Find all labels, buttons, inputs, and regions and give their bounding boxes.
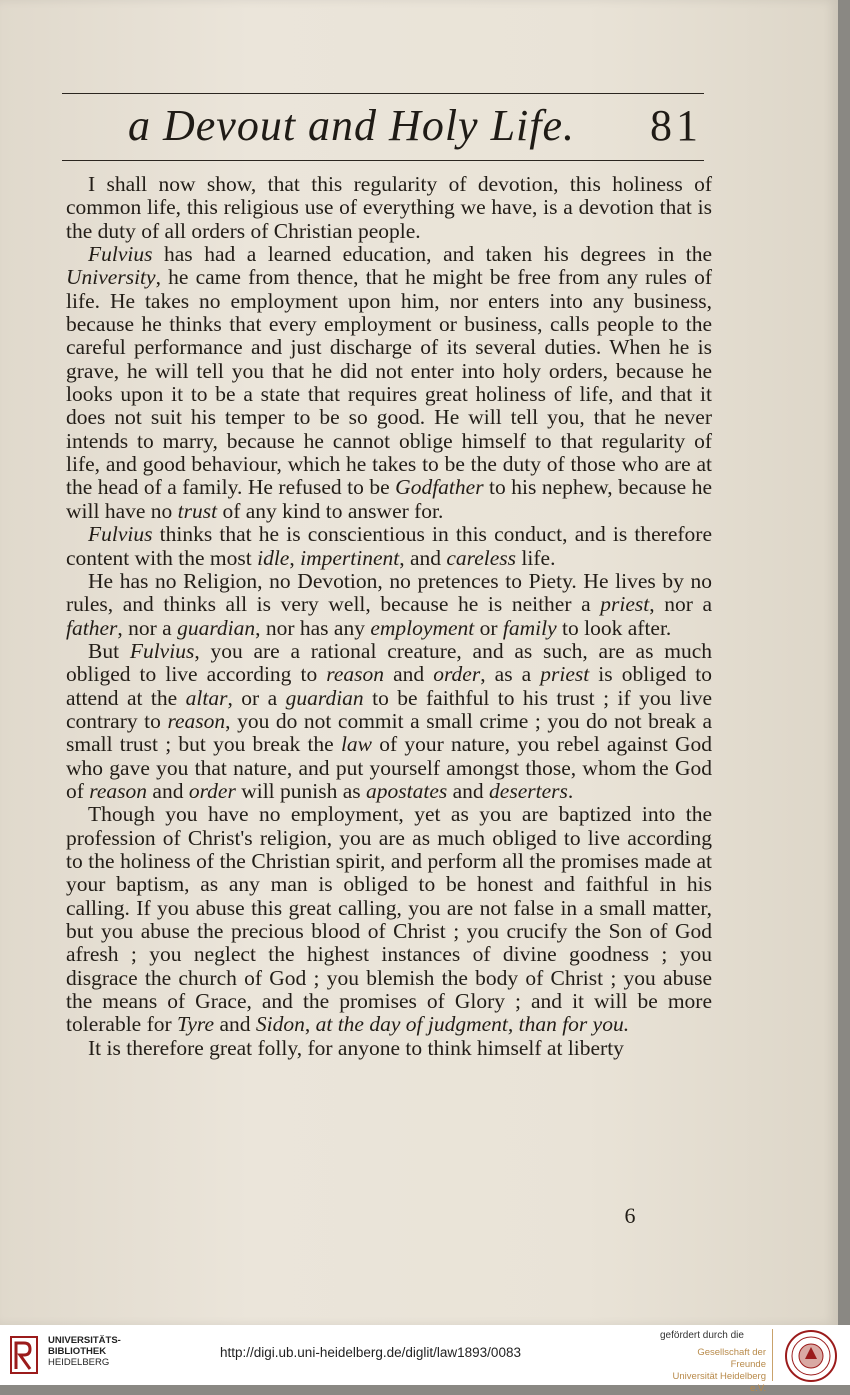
text-run: life. [516, 545, 556, 570]
text-run: to be faithful to his trust ; if you live contrary to [66, 685, 712, 733]
footer-divider [772, 1329, 773, 1381]
italic-run: guardian [177, 615, 256, 640]
page-number: 81 [650, 101, 702, 150]
italic-run: altar [185, 685, 228, 710]
paragraph [66, 1037, 712, 1060]
text-run: and [147, 778, 189, 803]
running-header [62, 98, 704, 154]
italic-run: reason [167, 708, 226, 733]
text-run: , as a [480, 662, 541, 687]
italic-run: Fulvius [88, 522, 153, 547]
society-name [662, 1347, 766, 1395]
italic-run: reason [89, 778, 148, 803]
italic-run: University [66, 265, 156, 290]
header-rule-top [62, 93, 704, 94]
header-rule-bottom [62, 160, 704, 161]
funded-by-label: gefördert durch die [660, 1330, 744, 1341]
text-run: , nor a [649, 592, 713, 617]
text-run: But [88, 638, 130, 663]
italic-run: idle [257, 545, 290, 570]
italic-run: order [188, 778, 236, 803]
text-run: will punish as [235, 778, 367, 803]
italic-run: order [433, 662, 481, 687]
text-run: , you are a rational creature, and as such, are as much obliged to live according to [66, 638, 712, 687]
italic-run: priest [600, 592, 650, 617]
italic-run: priest [540, 662, 590, 687]
text-run: to look after. [556, 615, 672, 640]
text-run: thinks that he is conscientious in this conduct, and is therefore content with the most [66, 522, 712, 570]
library-name-line1: UNIVERSITÄTS- [48, 1335, 121, 1346]
text-run: It is therefore great folly, for anyone to think himself at liberty [88, 1035, 624, 1060]
italic-run: careless [446, 545, 517, 570]
text-run: , or a [227, 685, 286, 710]
italic-run: apostates [366, 778, 448, 803]
text-run: of your nature, you rebel against God who gave you that nature, and put yourself amongst those, whom the God of [66, 732, 712, 803]
paragraph [66, 570, 712, 640]
library-logo-icon[interactable] [10, 1333, 40, 1377]
italic-run: Fulvius [129, 638, 195, 663]
italic-run: law [340, 732, 373, 757]
library-name [48, 1335, 121, 1368]
text-run: , you do not commit a small crime ; you do not break a small trust ; but you break the [66, 708, 712, 757]
text-run: to his nephew, because he will have no [66, 475, 712, 523]
text-run: and [384, 662, 434, 687]
text-run: , he came from thence, that he might be free from any rules of life. He takes no employment upon him, nor enters into any business, because he thinks that every employment or business, calls people to the careful performance and just discharge of its several duties. When he is grave, he will tell you that he did not enter into holy orders, because he looks upon it to be a state that requires great holiness of life, and that it does not suit his temper to be so good. He will tell you, that he never intends to marry, because he cannot oblige himself to that regularity of life, and good behaviour, which he takes to be the duty of those who are at the head of a family. He refused to be [66, 265, 712, 500]
italic-run: reason [326, 662, 385, 687]
text-run: . [567, 778, 574, 803]
text-run: , [304, 1012, 316, 1037]
text-run: has had a learned education, and taken his degrees in the [152, 242, 712, 267]
italic-run: at the day of judgment, than for you. [315, 1012, 630, 1037]
paragraph [66, 803, 712, 1036]
text-run: and [214, 1012, 256, 1037]
text-run: of any kind to answer for. [217, 498, 444, 523]
paragraph [66, 173, 712, 243]
permalink[interactable]: http://digi.ub.uni-heidelberg.de/diglit/law1893/0083 [220, 1345, 521, 1360]
society-name-line1: Gesellschaft der Freunde [697, 1347, 766, 1370]
italic-run: Fulvius [88, 242, 153, 267]
text-run: , nor a [117, 615, 178, 640]
italic-run: Sidon [255, 1012, 305, 1037]
text-run: He has no Religion, no Devotion, no pretences to Piety. He lives by no rules, and thinks all is very well, because he is neither a [66, 568, 712, 617]
italic-run: Godfather [395, 475, 484, 500]
italic-run: impertinent [300, 545, 400, 570]
body-text [66, 173, 712, 1060]
library-name-line3: HEIDELBERG [48, 1357, 110, 1368]
paragraph [66, 523, 712, 570]
paragraph [66, 243, 712, 523]
text-run: or [474, 615, 503, 640]
text-run: and [447, 778, 490, 803]
viewer-footer [0, 1325, 850, 1394]
text-run: is obliged to attend at the [66, 662, 713, 710]
running-title: a Devout and Holy Life. [128, 101, 576, 150]
italic-run: Tyre [177, 1012, 215, 1037]
society-name-line2: Universität Heidelberg e.V. [672, 1371, 766, 1394]
text-run: , nor has any [255, 615, 371, 640]
library-name-line2: BIBLIOTHEK [48, 1346, 107, 1357]
italic-run: family [502, 615, 557, 640]
italic-run: employment [370, 615, 475, 640]
text-run: , [289, 545, 301, 570]
paragraph [66, 640, 712, 803]
signature-mark: 6 [624, 1203, 636, 1228]
university-seal-icon[interactable] [784, 1329, 838, 1383]
text-run: Though you have no employment, yet as you are baptized into the profession of Christ's religion, you are as much obliged to live according to the holiness of the Christian spirit, and perform all the promises made at your baptism, as any man is obliged to be honest and faithful in his calling. If you abuse this great calling, you are not false in a small matter, but you abuse the precious blood of Christ ; you crucify the Son of God afresh ; you neglect the highest instances of divine goodness ; you disgrace the church of God ; you blemish the body of Christ ; you abuse the means of Grace, and the promises of Glory ; and it will be more tolerable for [66, 802, 712, 1037]
italic-run: father [66, 615, 118, 640]
italic-run: guardian [285, 685, 364, 710]
italic-run: deserters [489, 778, 568, 803]
text-run: , and [399, 545, 447, 570]
text-run: I shall now show, that this regularity of devotion, this holiness of common life, this religious use of everything we have, is a devotion that is the duty of all orders of Christian people. [66, 172, 712, 243]
italic-run: trust [177, 498, 218, 523]
